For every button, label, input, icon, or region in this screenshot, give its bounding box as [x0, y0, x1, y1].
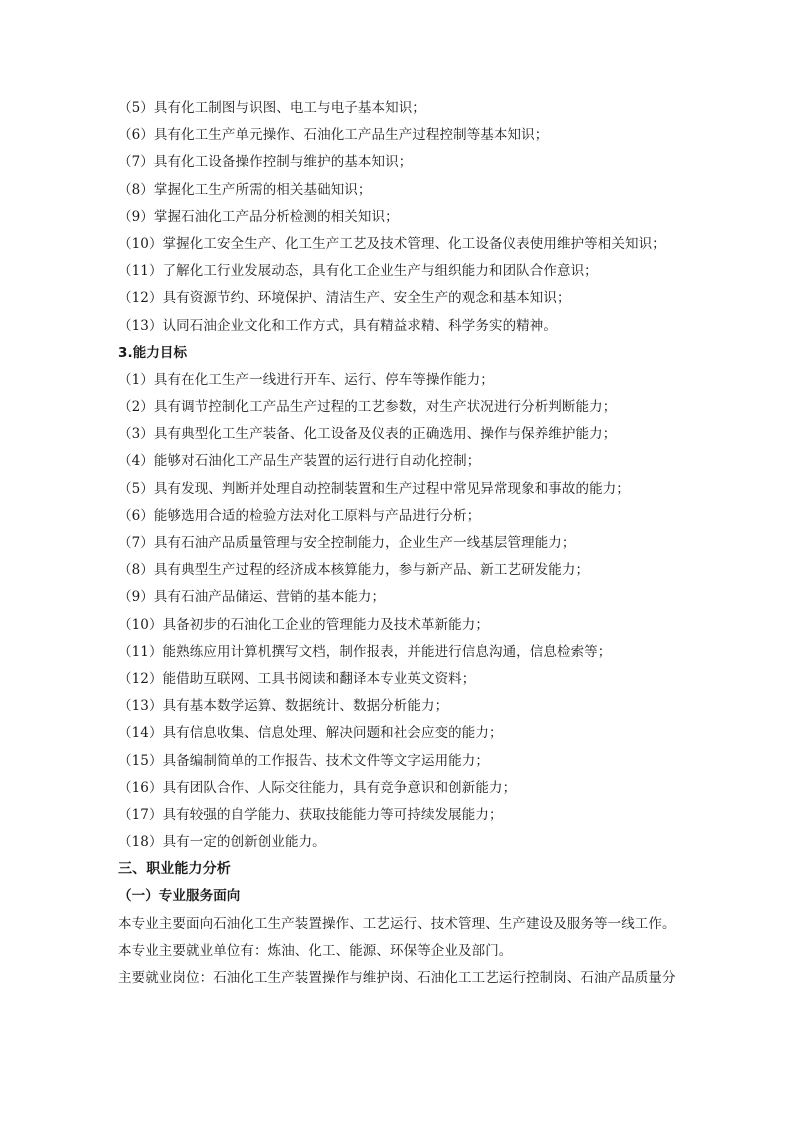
list-item: （14）具有信息收集、信息处理、解决问题和社会应变的能力； — [118, 725, 503, 742]
list-item: （3）具有典型化工生产装备、化工设备及仪表的正确选用、操作与保养维护能力； — [118, 426, 617, 443]
section-heading: 三、职业能力分析 — [118, 861, 231, 878]
list-item: （18）具有一定的创新创业能力。 — [118, 834, 326, 851]
list-item: （11）了解化工行业发展动态，具有化工企业生产与组织能力和团队合作意识； — [118, 263, 598, 280]
list-item: （8）掌握化工生产所需的相关基础知识； — [118, 181, 372, 198]
list-item: （9）掌握石油化工产品分析检测的相关知识； — [118, 208, 399, 225]
list-item: （10）具备初步的石油化工企业的管理能力及技术革新能力； — [118, 616, 489, 633]
list-item: （8）具有典型生产过程的经济成本核算能力，参与新产品、新工艺研发能力； — [118, 562, 590, 579]
paragraph: 本专业主要就业单位有：炼油、化工、能源、环保等企业及部门。 — [118, 942, 513, 959]
body-paragraphs — [118, 911, 718, 993]
list-item: （6）具有化工生产单元操作、石油化工产品生产过程控制等基本知识； — [118, 127, 549, 144]
list-item: （2）具有调节控制化工产品生产过程的工艺参数，对生产状况进行分析判断能力； — [118, 399, 617, 416]
list-item: （5）具有化工制图与识图、电工与电子基本知识； — [118, 100, 426, 116]
list-item: （1）具有在化工生产一线进行开车、运行、停车等操作能力； — [118, 371, 494, 388]
paragraph: 本专业主要面向石油化工生产装置操作、工艺运行、技术管理、生产建设及服务等一线工作。 — [118, 915, 676, 932]
list-item: （4）能够对石油化工产品生产装置的运行进行自动化控制； — [118, 453, 481, 470]
list-item: （9）具有石油产品储运、营销的基本能力； — [118, 589, 386, 606]
list-item: （10）掌握化工安全生产、化工生产工艺及技术管理、化工设备仪表使用维护等相关知识； — [118, 235, 666, 252]
document-body — [118, 95, 718, 992]
list-item: （13）具有基本数学运算、数据统计、数据分析能力； — [118, 698, 449, 715]
list-item: （7）具有石油产品质量管理与安全控制能力，企业生产一线基层管理能力； — [118, 535, 576, 551]
list-item: （6）能够选用合适的检验方法对化工原料与产品进行分析； — [118, 507, 481, 524]
list-item: （7）具有化工设备操作控制与维护的基本知识； — [118, 154, 413, 171]
list-item: （16）具有团队合作、人际交往能力，具有竞争意识和创新能力； — [118, 779, 517, 796]
list-item: （17）具有较强的自学能力、获取技能能力等可持续发展能力； — [118, 806, 503, 823]
list-item: （12）能借助互联网、工具书阅读和翻译本专业英文资料； — [118, 670, 476, 687]
ability-heading: 3.能力目标 — [118, 344, 188, 361]
knowledge-list — [118, 95, 718, 340]
ability-list — [118, 367, 718, 856]
list-item: （15）具备编制简单的工作报告、技术文件等文字运用能力； — [118, 752, 489, 769]
list-item: （5）具有发现、判断并处理自动控制装置和生产过程中常见异常现象和事故的能力； — [118, 480, 630, 497]
subsection-heading: （一）专业服务面向 — [118, 888, 241, 905]
paragraph: 主要就业岗位：石油化工生产装置操作与维护岗、石油化工工艺运行控制岗、石油产品质量分 — [118, 970, 676, 986]
list-item: （11）能熟练应用计算机撰写文档，制作报表，并能进行信息沟通，信息检索等； — [118, 643, 612, 660]
list-item: （12）具有资源节约、环境保护、清洁生产、安全生产的观念和基本知识； — [118, 290, 571, 307]
list-item: （13）认同石油企业文化和工作方式，具有精益求精、科学务实的精神。 — [118, 317, 557, 334]
